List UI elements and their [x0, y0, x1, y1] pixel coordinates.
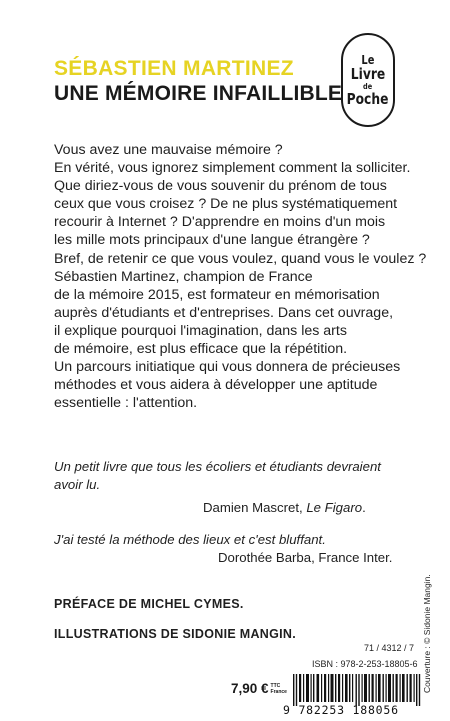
livre-de-poche-logo	[341, 33, 395, 127]
blurb-line: de mémoire, est plus efficace que la répétition.	[54, 341, 348, 358]
cover-credit: Couverture : © Sidonie Mangin.	[422, 574, 432, 693]
price-country: France	[270, 689, 287, 695]
attribution-name: Damien Mascret,	[203, 500, 307, 515]
blurb-line: Que diriez-vous de vous souvenir du prénom de tous	[54, 178, 387, 195]
price-amount: 7,90 €	[231, 681, 269, 696]
isbn: ISBN : 978-2-253-18805-6	[312, 659, 418, 669]
quote-line: avoir lu.	[54, 477, 101, 492]
blurb-line: de la mémoire 2015, est formateur en mémorisation	[54, 286, 380, 303]
blurb-line: méthodes et vous aidera à développer une aptitude	[54, 377, 378, 394]
logo-text-de: de	[363, 81, 373, 91]
book-title: UNE MÉMOIRE INFAILLIBLE	[54, 82, 343, 105]
blurb	[54, 141, 434, 412]
blurb-line: ceux que vous croisez ? De ne plus systématiquement	[54, 196, 398, 213]
blurb-line: En vérité, vous ignorez simplement comment la solliciter.	[54, 160, 411, 177]
catalog-number: 71 / 4312 / 7	[364, 643, 415, 653]
blurb-line: Vous avez une mauvaise mémoire ?	[54, 142, 283, 158]
blurb-line: essentielle : l'attention.	[54, 395, 198, 412]
price-ttc: TTC	[270, 683, 281, 689]
blurb-line: Bref, de retenir ce que vous voulez, quand vous le voulez ?	[54, 250, 427, 267]
price-tax-note	[271, 681, 287, 695]
blurb-line: Un parcours initiatique qui vous donnera de précieuses	[54, 359, 401, 376]
blurb-line: il explique pourquoi l'imagination, dans les arts	[54, 322, 347, 339]
logo-text-le: Le	[361, 52, 375, 67]
barcode	[293, 674, 423, 706]
quote-attribution-france-inter: Dorothée Barba, France Inter.	[218, 550, 393, 565]
author-name: SÉBASTIEN MARTINEZ	[54, 57, 294, 80]
blurb-line: les mille mots principaux d'une langue étrangère ?	[54, 232, 370, 249]
price-tag	[231, 681, 287, 696]
illustrations-credit: ILLUSTRATIONS DE SIDONIE MANGIN.	[54, 627, 297, 641]
blurb-line: recourir à Internet ? D'apprendre en moins d'un mois	[54, 214, 386, 231]
press-quote-figaro	[54, 458, 381, 494]
blurb-line: auprès d'étudiants et d'entreprises. Dans cet ouvrage,	[54, 304, 394, 321]
logo-text-poche: Poche	[347, 89, 389, 108]
barcode-number: 9 782253 188056	[283, 703, 399, 717]
attribution-end: .	[362, 500, 366, 515]
press-quote-france-inter: J'ai testé la méthode des lieux et c'est bluffant.	[54, 532, 326, 547]
quote-attribution-figaro	[203, 500, 366, 515]
blurb-line: Sébastien Martinez, champion de France	[54, 268, 313, 285]
quote-line: Un petit livre que tous les écoliers et étudiants devraient	[54, 459, 381, 474]
logo-text-livre: Livre	[350, 64, 386, 83]
preface-credit: PRÉFACE DE MICHEL CYMES.	[54, 597, 244, 611]
attribution-source: Le Figaro	[306, 500, 363, 515]
